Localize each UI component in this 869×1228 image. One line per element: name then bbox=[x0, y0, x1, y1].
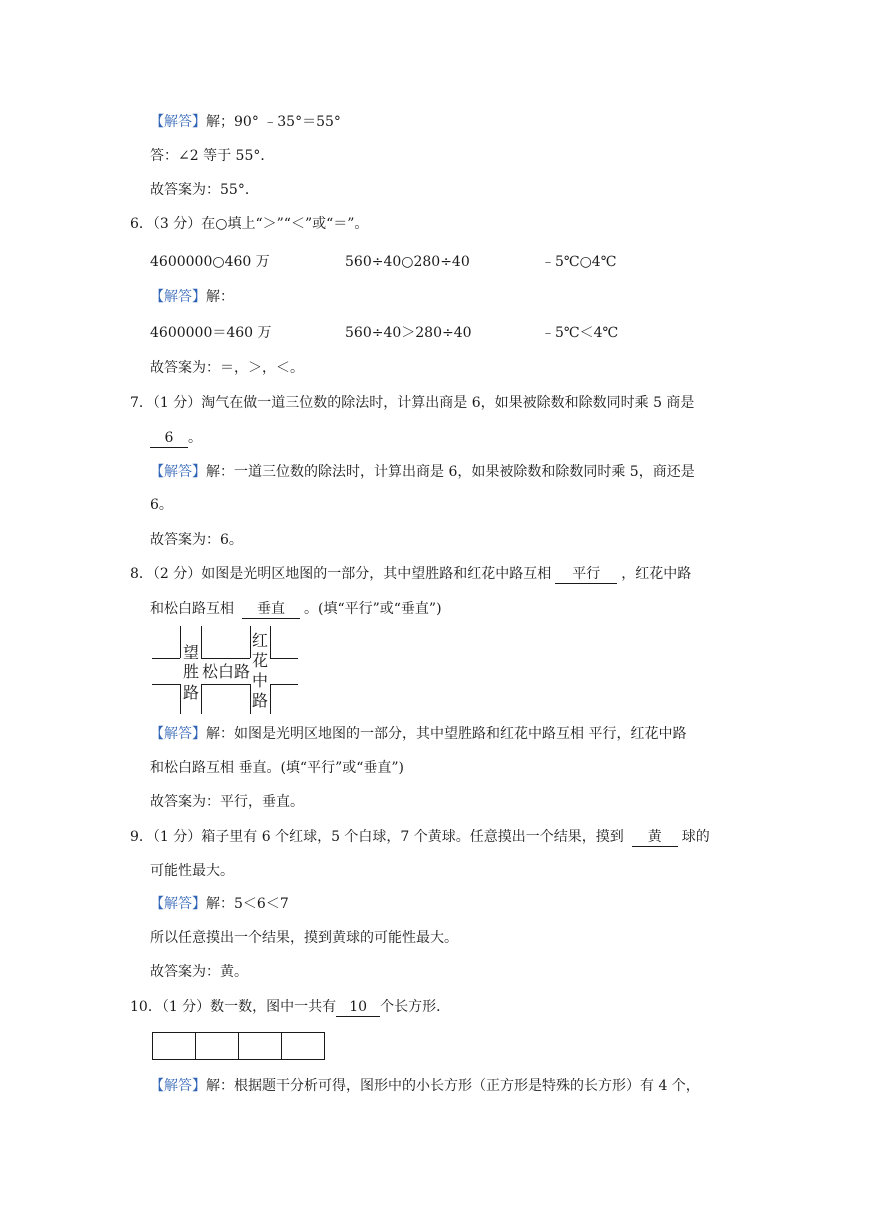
q8-stem bbox=[130, 564, 691, 584]
map-label-honghua-4: 路 bbox=[252, 691, 269, 710]
q8-blank-2: 垂直 bbox=[242, 600, 300, 619]
map-line bbox=[180, 684, 181, 714]
q10-answer-text: 解：根据题干分析可得，图形中的小长方形（正方形是特殊的长方形）有 4 个， bbox=[206, 1078, 700, 1094]
q8-stem-c: 和松白路互相 bbox=[150, 601, 234, 617]
q9-stem-end: 球的 bbox=[681, 829, 710, 845]
map-label-honghua-3: 中 bbox=[252, 671, 269, 690]
map-line bbox=[152, 684, 180, 685]
q9-stem-text: 9．（1 分）箱子里有 6 个红球，5 个白球，7 个黄球。任意摸出一个结果，摸到 bbox=[130, 829, 624, 845]
q9-blank: 黄 bbox=[632, 828, 678, 847]
q6-answer-3: ﹣5℃＜4℃ bbox=[541, 325, 619, 341]
q5-final-answer: 故答案为：55°． bbox=[150, 182, 259, 198]
q9-answer-line bbox=[150, 894, 289, 914]
q10-rectangle-figure bbox=[152, 1032, 325, 1058]
q5-answer-conclusion: 答：∠2 等于 55°． bbox=[150, 148, 275, 164]
q9-stem bbox=[130, 827, 710, 847]
map-label-wangsheng-2: 胜 bbox=[183, 662, 200, 681]
q9-answer-text: 解：5＜6＜7 bbox=[206, 896, 289, 912]
q6-item-2: 560÷40○280÷40 bbox=[345, 254, 470, 270]
q6-final-answer: 故答案为：＝，＞，＜。 bbox=[150, 360, 304, 376]
q7-blank: 6 bbox=[150, 429, 188, 448]
figure-cell bbox=[195, 1032, 239, 1060]
q8-stem-b: ，红花中路 bbox=[621, 566, 692, 582]
q9-stem-cont: 可能性最大。 bbox=[150, 863, 234, 879]
q7-answer-text: 解：一道三位数的除法时，计算出商是 6，如果被除数和除数同时乘 5，商还是 bbox=[206, 464, 695, 480]
q10-answer-line bbox=[150, 1076, 700, 1096]
q7-final-answer: 故答案为：6。 bbox=[150, 532, 243, 548]
answer-tag: 【解答】 bbox=[150, 114, 206, 130]
q10-stem-end: 个长方形． bbox=[380, 999, 451, 1015]
q8-answer-line bbox=[150, 724, 686, 744]
map-line bbox=[201, 684, 202, 714]
map-line bbox=[250, 684, 251, 714]
map-label-wangsheng-3: 路 bbox=[183, 683, 200, 702]
map-line bbox=[270, 658, 298, 659]
q8-stem-cont bbox=[150, 599, 442, 619]
answer-tag: 【解答】 bbox=[150, 1078, 206, 1094]
figure-cell bbox=[238, 1032, 282, 1060]
q9-answer-line2: 所以任意摸出一个结果，摸到黄球的可能性最大。 bbox=[150, 930, 458, 946]
q5-answer-line bbox=[150, 112, 341, 132]
q6-answer-2: 560÷40＞280÷40 bbox=[345, 325, 472, 341]
map-line bbox=[201, 626, 202, 658]
q6-answer-line bbox=[150, 287, 234, 307]
q8-road-map bbox=[152, 626, 298, 714]
map-label-wangsheng-1: 望 bbox=[183, 643, 200, 662]
figure-cell bbox=[152, 1032, 196, 1060]
map-line bbox=[201, 658, 250, 659]
map-line bbox=[201, 684, 250, 685]
map-label-honghua-2: 花 bbox=[252, 651, 269, 670]
q8-final-answer: 故答案为：平行，垂直。 bbox=[150, 794, 304, 810]
q9-final-answer: 故答案为：黄。 bbox=[150, 964, 248, 980]
q10-blank: 10 bbox=[336, 998, 380, 1017]
map-label-honghua-1: 红 bbox=[252, 631, 269, 650]
q10-stem bbox=[130, 997, 450, 1017]
map-line bbox=[152, 658, 180, 659]
map-line bbox=[180, 626, 181, 658]
q7-stem-cont bbox=[150, 428, 202, 448]
map-line bbox=[270, 684, 298, 685]
q8-blank-1: 平行 bbox=[555, 565, 617, 584]
q7-answer-line bbox=[150, 462, 695, 482]
answer-tag: 【解答】 bbox=[150, 726, 206, 742]
figure-cell bbox=[281, 1032, 325, 1060]
answer-tag: 【解答】 bbox=[150, 896, 206, 912]
q7-answer-cont: 6。 bbox=[150, 497, 173, 513]
q6-answer-1: 4600000＝460 万 bbox=[150, 325, 272, 341]
q7-stem: 7．（1 分）淘气在做一道三位数的除法时，计算出商是 6，如果被除数和除数同时乘 5 商是 bbox=[130, 395, 695, 411]
q6-answer-text: 解： bbox=[206, 289, 234, 305]
map-line bbox=[270, 684, 271, 714]
answer-tag: 【解答】 bbox=[150, 289, 206, 305]
map-label-songbai: 松白路 bbox=[202, 662, 251, 681]
map-line bbox=[270, 626, 271, 658]
q8-answer-text: 解：如图是光明区地图的一部分，其中望胜路和红花中路互相 平行，红花中路 bbox=[206, 726, 687, 742]
q5-answer-text: 解；90° ﹣35°＝55° bbox=[206, 114, 341, 130]
q6-item-3: ﹣5℃○4℃ bbox=[541, 254, 617, 270]
answer-tag: 【解答】 bbox=[150, 464, 206, 480]
q8-stem-a: 8．（2 分）如图是光明区地图的一部分，其中望胜路和红花中路互相 bbox=[130, 566, 552, 582]
map-line bbox=[250, 626, 251, 658]
q6-item-1: 4600000○460 万 bbox=[150, 254, 270, 270]
q6-stem: 6．（3 分）在○填上“＞”“＜”或“＝”。 bbox=[130, 216, 369, 232]
q10-stem-text: 10．（1 分）数一数，图中一共有 bbox=[130, 999, 337, 1015]
q7-stem-end: 。 bbox=[188, 430, 202, 446]
q8-answer-cont: 和松白路互相 垂直。(填“平行”或“垂直”) bbox=[150, 760, 405, 776]
q8-stem-d: 。(填“平行”或“垂直”) bbox=[304, 601, 442, 617]
